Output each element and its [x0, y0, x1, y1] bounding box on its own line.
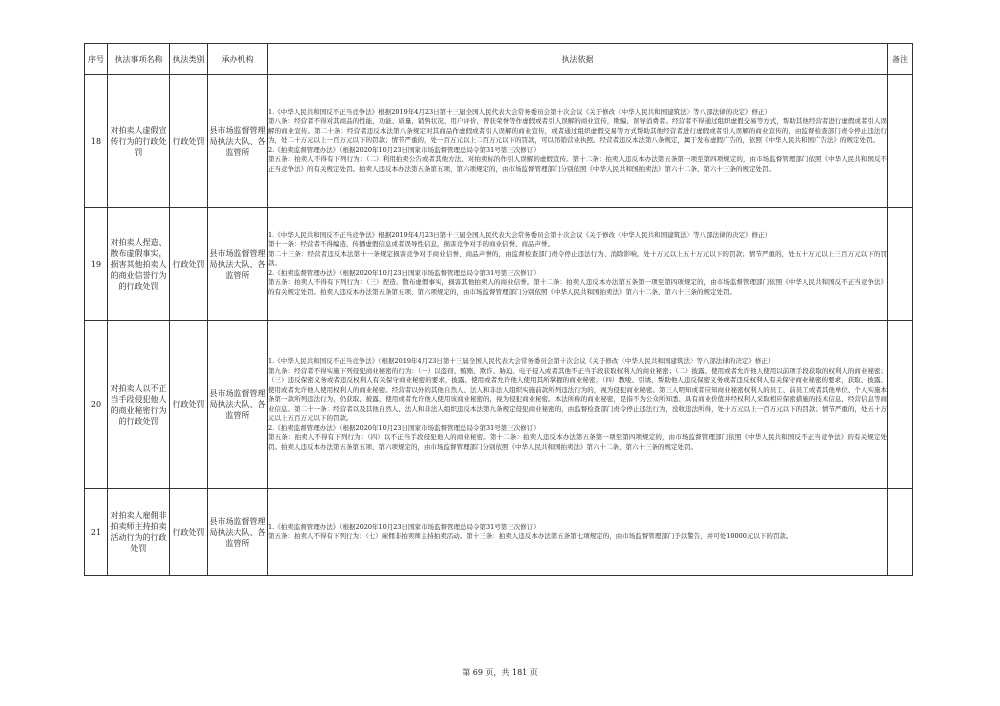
header-remark: 备注	[888, 44, 913, 75]
legal-basis	[268, 208, 888, 321]
legal-basis-text: 1.《中华人民共和国反不正当竞争法》（根据2019年4月23日第十三届全国人民代表大会常务委员会第十次会议《关于修改〈中华人民共和国建筑法〉等八部法律的决定》修正） 第九条：经营者不得实施下列侵犯商业秘密的行为：（一）以盗窃、贿赂、欺诈、胁迫、电子侵入或者其他不正当手段获取权利人的商业秘密；（二）披露、使用或者允许他人使用以前项手段获取的权利人的商业秘密；（三）违反保密义务或者违反权利人有关保守商业秘密的要求，披露、使用或者允许他人使用其所掌握的商业秘密；（四）教唆、引诱、帮助他人违反保密义务或者违反权利人有关保守商业秘密的要求，获取、披露、使用或者允许他人使用权利人的商业秘密。经营者以外的其他自然人、法人和非法人组织实施前款所列违法行为的，视为侵犯商业秘密。第三人明知或者应知商业秘密权利人的员工、前员工或者其他单位、个人实施本条第一款所列违法行为，仍获取、披露、使用或者允许他人使用该商业秘密的，视为侵犯商业秘密。本法所称的商业秘密，是指不为公众所知悉、具有商业价值并经权利人采取相应保密措施的技术信息、经营信息等商业信息。第二十一条：经营者以及其他自然人、法人和非法人组织违反本法第九条规定侵犯商业秘密的，由监督检查部门责令停止违法行为，没收违法所得，处十万元以上一百万元以下的罚款；情节严重的，处五十万元以上五百万元以下的罚款。 2.《拍卖监督管理办法》（根据2020年10月23日国家市场监督管理总局令第31号第三次修订） 第五条：拍卖人不得有下列行为：（四）以不正当手段侵犯他人的商业秘密。第十二条：拍卖人违反本办法第五条第一项至第四项规定的，由市场监督管理部门依照《中华人民共和国反不正当竞争法》的有关规定处罚。拍卖人违反本办法第五条第五项、第六项规定的，由市场监督管理部门分别依照《中华人民共和国拍卖法》第六十二条、第六十三条的规定处罚。	[268, 357, 887, 451]
remark	[888, 321, 913, 489]
row-number: 21	[85, 489, 108, 576]
header-item: 执法事项名称	[108, 44, 170, 75]
table-header-row	[85, 44, 913, 75]
remark	[888, 208, 913, 321]
agency: 县市场监督管理局执法大队、各监管所	[208, 75, 268, 208]
legal-basis-text: 1.《拍卖监督管理办法》（根据2020年10月23日国家市场监督管理总局令第31号第三次修订） 第五条：拍卖人不得有下列行为：（七）雇佣非拍卖师主持拍卖活动。第十三条：拍卖人违反本办法第五条第七项规定的，由市场监督管理部门予以警告，并可处10000元以下的罚款。	[268, 522, 793, 540]
remark	[888, 75, 913, 208]
category: 行政处罚	[170, 75, 208, 208]
agency: 县市场监督管理局执法大队、各监管所	[208, 321, 268, 489]
category: 行政处罚	[170, 208, 208, 321]
row-number: 20	[85, 321, 108, 489]
page-number: 第 69 页，共 181 页	[462, 668, 538, 677]
enforcement-table	[84, 43, 913, 576]
row-number: 19	[85, 208, 108, 321]
header-basis: 执法依据	[268, 44, 888, 75]
row-number: 18	[85, 75, 108, 208]
remark	[888, 489, 913, 576]
category: 行政处罚	[170, 489, 208, 576]
legal-basis	[268, 321, 888, 489]
item-name: 对拍卖人雇佣非拍卖师主持拍卖活动行为的行政处罚	[108, 489, 170, 576]
agency: 县市场监督管理局执法大队、各监管所	[208, 208, 268, 321]
table-row	[85, 489, 913, 576]
legal-basis	[268, 75, 888, 208]
category: 行政处罚	[170, 321, 208, 489]
agency: 县市场监督管理局执法大队、各监管所	[208, 489, 268, 576]
item-name: 对拍卖人捏造、散布虚假事实，损害其他拍卖人的商业信誉行为的行政处罚	[108, 208, 170, 321]
legal-basis-text: 1.《中华人民共和国反不正当竞争法》根据2019年4月23日第十三届全国人民代表大会常务委员会第十次会议《关于修改〈中华人民共和国建筑法〉等八部法律的决定》修正） 第十一条：经营者不得编造、传播虚假信息或者误导性信息，损害竞争对手的商业信誉、商品声誉。 第二十三条：经营者违反本法第十一条规定损害竞争对手商业信誉、商品声誉的，由监督检查部门责令停止违法行为、消除影响，处十万元以上五十万元以下的罚款；情节严重的，处五十万元以上三百万元以下的罚款。 2.《拍卖监督管理办法》（根据2020年10月23日国家市场监督管理总局令第31号第三次修订） 第五条：拍卖人不得有下列行为：（三）捏造、散布虚假事实，损害其他拍卖人的商业信誉。第十二条：拍卖人违反本办法第五条第一项至第四项规定的，由市场监督管理部门依照《中华人民共和国反不正当竞争法》的有关规定处罚。拍卖人违反本办法第五条第五项、第六项规定的，由市场监督管理部门分别依照《中华人民共和国拍卖法》第六十二条、第六十三条的规定处罚。	[268, 230, 887, 296]
header-category: 执法类别	[170, 44, 208, 75]
table-row	[85, 75, 913, 208]
legal-basis	[268, 489, 888, 576]
table-row	[85, 321, 913, 489]
table-row	[85, 208, 913, 321]
header-agency: 承办机构	[208, 44, 268, 75]
legal-basis-text: 1.《中华人民共和国反不正当竞争法》根据2019年4月23日第十三届全国人民代表大会常务委员会第十次会议《关于修改〈中华人民共和国建筑法〉等八部法律的决定》修正） 第八条：经营者不得对其商品的性能、功能、质量、销售状况、用户评价、曾获荣誉等作虚假或者引人误解的商业宣传，欺骗、误导消费者。经营者不得通过组织虚假交易等方式，帮助其他经营者进行虚假或者引人误解的商业宣传。第二十条：经营者违反本法第八条规定对其商品作虚假或者引人误解的商业宣传，或者通过组织虚假交易等方式帮助其他经营者进行虚假或者引人误解的商业宣传的，由监督检查部门责令停止违法行为，处二十万元以上一百万元以下的罚款；情节严重的，处一百万元以上二百万元以下的罚款，可以吊销营业执照。经营者违反本法第八条规定，属于发布虚假广告的，依照《中华人民共和国广告法》的规定处罚。 2.《拍卖监督管理办法》（根据2020年10月23日国家市场监督管理总局令第31号第三次修订） 第五条：拍卖人不得有下列行为：（二）利用拍卖公告或者其他方法，对拍卖标的作引人误解的虚假宣传。第十二条：拍卖人违反本办法第五条第一项至第四项规定的，由市场监督管理部门依照《中华人民共和国反不正当竞争法》的有关规定处罚。拍卖人违反本办法第五条第五项、第六项规定的，由市场监督管理部门分别依照《中华人民共和国拍卖法》第六十二条、第六十三条的规定处罚。	[268, 107, 887, 173]
item-name: 对拍卖人以不正当手段侵犯他人的商业秘密行为的行政处罚	[108, 321, 170, 489]
item-name: 对拍卖人虚假宣传行为的行政处罚	[108, 75, 170, 208]
header-no: 序号	[85, 44, 108, 75]
